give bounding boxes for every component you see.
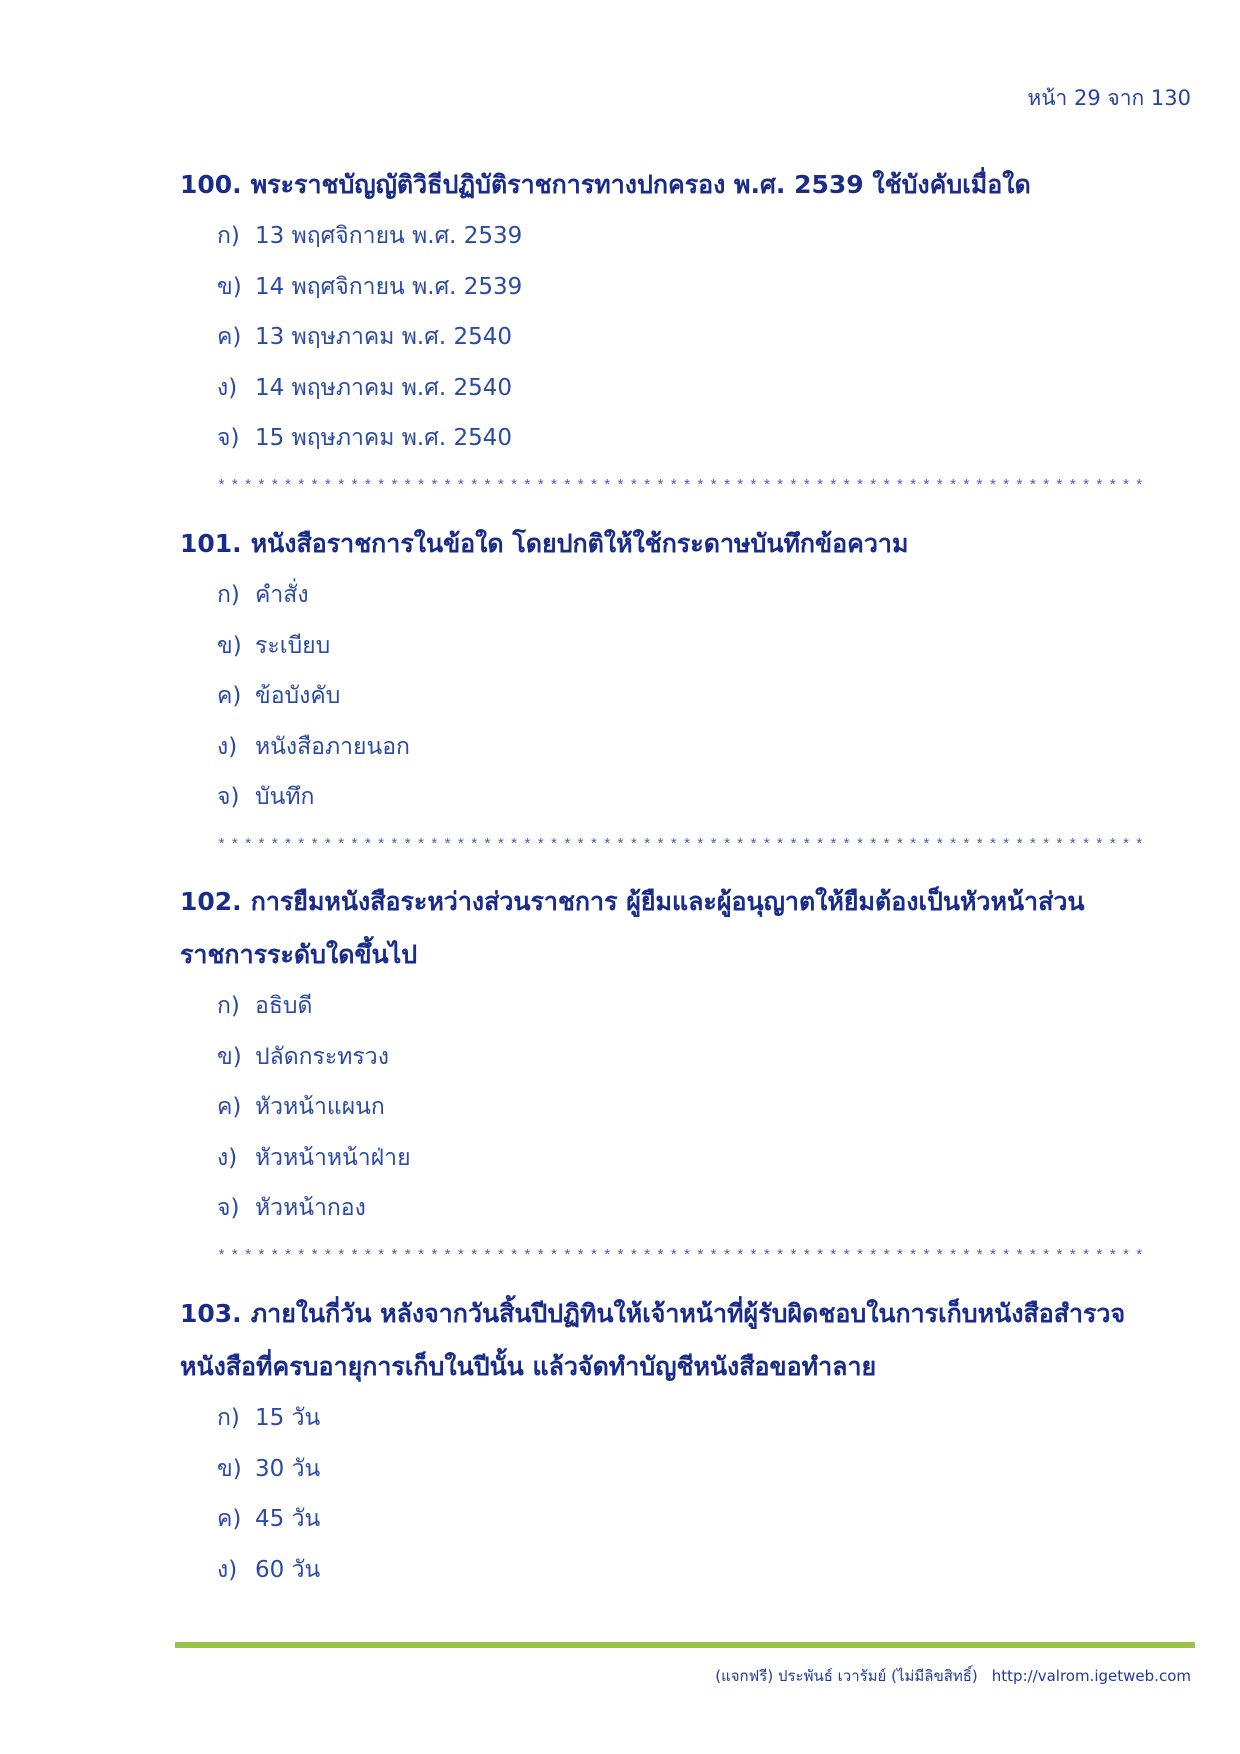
- question-line: [180, 158, 1192, 211]
- question-text: การยืมหนังสือระหว่างส่วนราชการ ผู้ยืมและผู้อนุญาตให้ยืมต้องเป็นหัวหน้าส่วน: [250, 887, 1085, 916]
- question-number: 101.: [180, 529, 242, 558]
- question-text: ภายในกี่วัน หลังจากวันสิ้นปีปฏิทินให้เจ้าหน้าที่ผู้รับผิดชอบในการเก็บหนังสือสำรวจ: [250, 1299, 1126, 1328]
- option-text: 45 วัน: [255, 1506, 321, 1533]
- separator-line: **********************************************************************: [217, 836, 1149, 854]
- option-text: ระเบียบ: [255, 632, 331, 659]
- option-text: 14 พฤษภาคม พ.ศ. 2540: [255, 374, 512, 401]
- option-item: [217, 1444, 1192, 1495]
- option-text: 15 วัน: [255, 1405, 321, 1431]
- option-list: [180, 1393, 1192, 1595]
- option-item: [217, 1032, 1192, 1083]
- option-item: [217, 772, 1192, 823]
- option-item: [217, 1133, 1192, 1184]
- option-text: ปลัดกระทรวง: [255, 1043, 389, 1070]
- question-block: [180, 875, 1192, 1280]
- question-line: [180, 928, 1192, 981]
- option-list: [180, 981, 1192, 1234]
- option-label: ข): [217, 1043, 242, 1070]
- option-label: ค): [217, 683, 242, 710]
- question-text-continued: หนังสือที่ครบอายุการเก็บในปีนั้น แล้วจัดทำบัญชีหนังสือขอทำลาย: [180, 1352, 877, 1381]
- option-item: [217, 981, 1192, 1032]
- option-label: ก): [217, 223, 240, 249]
- option-text: คำสั่ง: [255, 582, 309, 608]
- option-label: ง): [217, 374, 238, 401]
- option-label: ง): [217, 733, 238, 760]
- option-item: [217, 262, 1192, 313]
- option-text: 13 พฤศจิกายน พ.ศ. 2539: [255, 223, 523, 249]
- question-number: 102.: [180, 887, 242, 916]
- option-list: [180, 570, 1192, 823]
- option-text: 13 พฤษภาคม พ.ศ. 2540: [255, 324, 512, 351]
- option-item: [217, 671, 1192, 722]
- option-label: จ): [217, 425, 240, 452]
- option-item: [217, 1082, 1192, 1133]
- option-label: จ): [217, 1195, 240, 1222]
- option-item: [217, 363, 1192, 414]
- question-line: [180, 1340, 1192, 1393]
- option-label: ข): [217, 273, 242, 300]
- option-label: ค): [217, 1094, 242, 1121]
- option-item: [217, 1393, 1192, 1444]
- option-text: ข้อบังคับ: [255, 683, 341, 710]
- question-number: 100.: [180, 170, 242, 199]
- option-list: [180, 211, 1192, 464]
- question-number: 103.: [180, 1299, 242, 1328]
- question-line: [180, 517, 1192, 570]
- option-label: ค): [217, 1506, 242, 1533]
- option-text: 15 พฤษภาคม พ.ศ. 2540: [255, 425, 512, 452]
- footer-url: http://valrom.igetweb.com: [991, 1667, 1191, 1685]
- footer-divider: [175, 1642, 1195, 1648]
- question-block: [180, 158, 1192, 510]
- option-text: อธิบดี: [255, 993, 313, 1019]
- question-block: [180, 1287, 1192, 1595]
- option-item: [217, 211, 1192, 262]
- option-item: [217, 1183, 1192, 1234]
- option-label: จ): [217, 784, 240, 811]
- separator-line: **********************************************************************: [217, 477, 1149, 495]
- option-label: ก): [217, 993, 240, 1019]
- option-item: [217, 413, 1192, 464]
- option-item: [217, 312, 1192, 363]
- option-text: หัวหน้าแผนก: [255, 1094, 385, 1121]
- option-item: [217, 1545, 1192, 1596]
- question-line: [180, 1287, 1192, 1340]
- option-text: หนังสือภายนอก: [255, 733, 410, 760]
- option-text: 30 วัน: [255, 1455, 321, 1482]
- option-label: ง): [217, 1144, 238, 1171]
- option-text: บันทึก: [255, 784, 315, 811]
- option-item: [217, 722, 1192, 773]
- option-label: ก): [217, 1405, 240, 1431]
- option-item: [217, 1494, 1192, 1545]
- option-item: [217, 570, 1192, 621]
- option-label: ง): [217, 1556, 238, 1583]
- option-label: ข): [217, 632, 242, 659]
- question-block: [180, 517, 1192, 869]
- option-text: หัวหน้ากอง: [255, 1195, 366, 1222]
- page-number: หน้า 29 จาก 130: [1027, 86, 1191, 110]
- option-item: [217, 621, 1192, 672]
- option-text: หัวหน้าหน้าฝ่าย: [255, 1144, 411, 1171]
- option-label: ก): [217, 582, 240, 608]
- question-line: [180, 875, 1192, 928]
- option-label: ข): [217, 1455, 242, 1482]
- option-text: 60 วัน: [255, 1556, 321, 1583]
- option-text: 14 พฤศจิกายน พ.ศ. 2539: [255, 273, 523, 300]
- option-label: ค): [217, 324, 242, 351]
- question-text: พระราชบัญญัติวิธีปฏิบัติราชการทางปกครอง พ.ศ. 2539 ใช้บังคับเมื่อใด: [250, 170, 1031, 199]
- question-text-continued: ราชการระดับใดขึ้นไป: [180, 940, 418, 969]
- footer-credit: (แจกฟรี) ประพันธ์ เวารัมย์ (ไม่มีลิขสิทธิ์): [715, 1667, 978, 1685]
- separator-line: **********************************************************************: [217, 1247, 1149, 1265]
- footer: [715, 1663, 1191, 1689]
- question-text: หนังสือราชการในข้อใด โดยปกติให้ใช้กระดาษบันทึกข้อความ: [250, 529, 909, 558]
